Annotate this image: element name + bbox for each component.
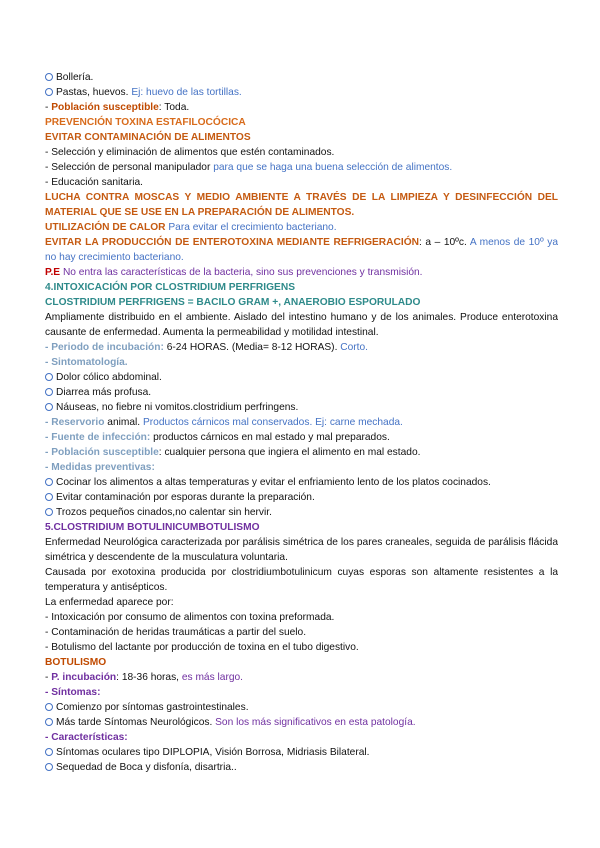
paragraph: Enfermedad Neurológica caracterizada por parálisis simétrica de los pares craneales, seguida de parálisis flácida simétrica y descendente de la musculatura voluntaria. bbox=[45, 537, 558, 563]
list-item: - Intoxicación por consumo de alimentos con toxina preformada. bbox=[45, 612, 335, 623]
list-item: - Medidas preventivas: bbox=[45, 462, 155, 473]
circle-bullet-icon bbox=[45, 388, 53, 396]
subsection-heading: EVITAR CONTAMINACIÓN DE ALIMENTOS bbox=[45, 132, 251, 143]
list-item: - Fuente de infección: productos cárnicos en mal estado y mal preparados. bbox=[45, 432, 390, 443]
circle-bullet-icon bbox=[45, 403, 53, 411]
section-heading: 4.INTOXICACIÓN POR CLOSTRIDIUM PERFRIGENS bbox=[45, 282, 295, 293]
bullet-item: Comienzo por síntomas gastrointestinales. bbox=[45, 700, 558, 715]
list-item: - Selección de personal manipulador para que se haga una buena selección de alimentos. bbox=[45, 162, 453, 173]
list-item: - P. incubación: 18-36 horas, es más largo. bbox=[45, 672, 244, 683]
document-page bbox=[45, 70, 558, 775]
subsection-heading: CLOSTRIDIUM PERFRIGENS = BACILO GRAM +, ANAEROBIO ESPORULADO bbox=[45, 297, 421, 308]
paragraph: EVITAR LA PRODUCCIÓN DE ENTEROTOXINA MEDIANTE REFRIGERACIÓN: a – 10ºc. A menos de 10º ya no hay crecimiento bacteriano. bbox=[45, 237, 558, 263]
circle-bullet-icon bbox=[45, 493, 53, 501]
circle-bullet-icon bbox=[45, 763, 53, 771]
bullet-item: Más tarde Síntomas Neurológicos. Son los más significativos en esta patología. bbox=[45, 715, 558, 730]
bullet-item: Síntomas oculares tipo DIPLOPIA, Visión Borrosa, Midriasis Bilateral. bbox=[45, 745, 558, 760]
list-item: - Síntomas: bbox=[45, 687, 101, 698]
bullet-item: Sequedad de Boca y disfonía, disartria.. bbox=[45, 760, 558, 775]
circle-bullet-icon bbox=[45, 373, 53, 381]
circle-bullet-icon bbox=[45, 748, 53, 756]
paragraph: Causada por exotoxina producida por clostridiumbotulinicum cuyas esporas son altamente resistentes a la temperatura y antisépticos. bbox=[45, 567, 558, 593]
note: P.E No entra las características de la bacteria, sino sus prevenciones y transmisión. bbox=[45, 267, 423, 278]
section-heading: 5.CLOSTRIDIUM BOTULINICUMBOTULISMO bbox=[45, 522, 260, 533]
bullet-item: Diarrea más profusa. bbox=[45, 385, 558, 400]
bullet-item: Pastas, huevos. Ej: huevo de las tortillas. bbox=[45, 85, 558, 100]
circle-bullet-icon bbox=[45, 73, 53, 81]
list-item: - Reservorio animal. Productos cárnicos mal conservados. Ej: carne mechada. bbox=[45, 417, 403, 428]
bullet-item: Evitar contaminación por esporas durante la preparación. bbox=[45, 490, 558, 505]
list-item: - Contaminación de heridas traumáticas a partir del suelo. bbox=[45, 627, 307, 638]
circle-bullet-icon bbox=[45, 718, 53, 726]
list-item: - Características: bbox=[45, 732, 128, 743]
paragraph: La enfermedad aparece por: bbox=[45, 597, 174, 608]
section-heading: PREVENCIÓN TOXINA ESTAFILOCÓCICA bbox=[45, 117, 246, 128]
list-item: - Selección y eliminación de alimentos que estén contaminados. bbox=[45, 147, 335, 158]
bullet-item: Dolor cólico abdominal. bbox=[45, 370, 558, 385]
bullet-item: Cocinar los alimentos a altas temperaturas y evitar el enfriamiento lento de los platos cocinados. bbox=[45, 475, 558, 490]
list-item: - Población susceptible: Toda. bbox=[45, 102, 190, 113]
list-item: - Educación sanitaria. bbox=[45, 177, 143, 188]
list-item: - Botulismo del lactante por producción de toxina en el tubo digestivo. bbox=[45, 642, 359, 653]
list-item: - Población susceptible: cualquier persona que ingiera el alimento en mal estado. bbox=[45, 447, 421, 458]
paragraph: UTILIZACIÓN DE CALOR Para evitar el crecimiento bacteriano. bbox=[45, 222, 337, 233]
circle-bullet-icon bbox=[45, 508, 53, 516]
list-item: - Periodo de incubación: 6-24 HORAS. (Media= 8-12 HORAS). Corto. bbox=[45, 342, 368, 353]
circle-bullet-icon bbox=[45, 703, 53, 711]
subsection-heading: LUCHA CONTRA MOSCAS Y MEDIO AMBIENTE A TRAVÉS DE LA LIMPIEZA Y DESINFECCIÓN DEL MATERIAL QUE SE USE EN LA PREPARACIÓN DE ALIMENTOS. bbox=[45, 192, 558, 218]
subsection-heading: BOTULISMO bbox=[45, 657, 107, 668]
bullet-item: Bollería. bbox=[45, 70, 558, 85]
circle-bullet-icon bbox=[45, 478, 53, 486]
circle-bullet-icon bbox=[45, 88, 53, 96]
list-item: - Sintomatología. bbox=[45, 357, 128, 368]
bullet-item: Náuseas, no fiebre ni vomitos.clostridium perfringens. bbox=[45, 400, 558, 415]
bullet-item: Trozos pequeños cinados,no calentar sin hervir. bbox=[45, 505, 558, 520]
paragraph: Ampliamente distribuido en el ambiente. Aislado del intestino humano y de los animales. Produce enterotoxina causante de enfermedad. Aumenta la permeabilidad y motilidad intestinal. bbox=[45, 312, 558, 338]
